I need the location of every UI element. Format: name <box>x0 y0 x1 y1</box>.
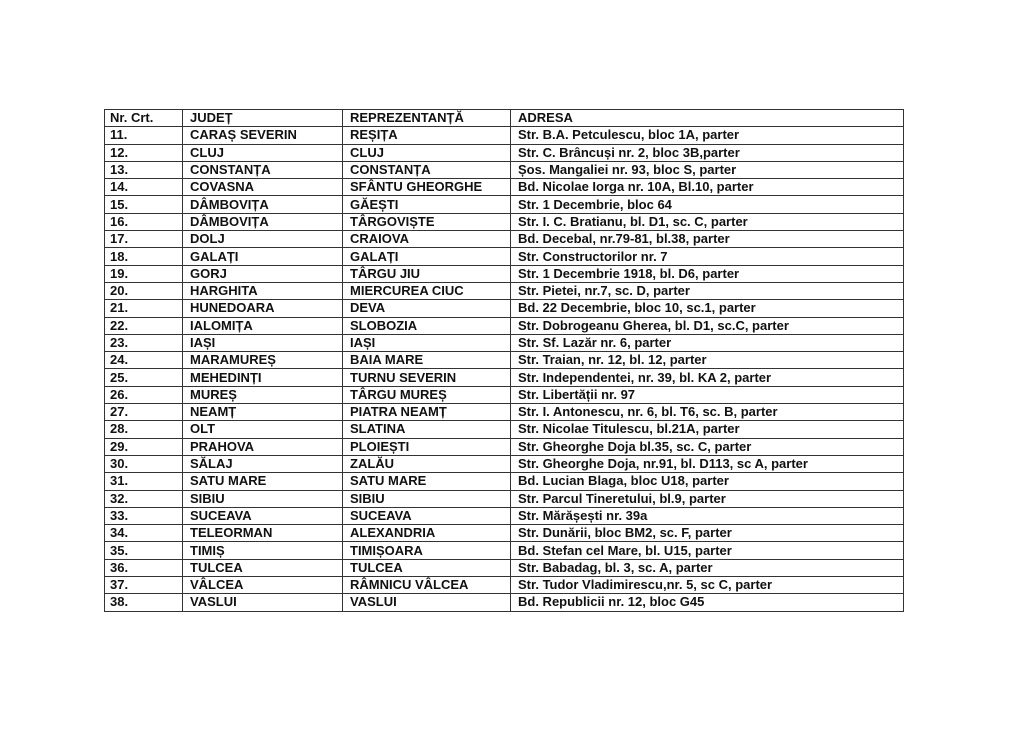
table-row <box>105 455 904 472</box>
table-row <box>105 559 904 576</box>
cell-adresa: Bd. Decebal, nr.79-81, bl.38, parter <box>511 231 904 248</box>
cell-nr-crt: 33. <box>105 507 183 524</box>
cell-reprezentanta: SIBIU <box>343 490 511 507</box>
table-row <box>105 300 904 317</box>
cell-nr-crt: 24. <box>105 352 183 369</box>
cell-adresa: Str. B.A. Petculescu, bloc 1A, parter <box>511 127 904 144</box>
cell-adresa: Bd. Lucian Blaga, bloc U18, parter <box>511 473 904 490</box>
cell-adresa: Str. I. C. Bratianu, bl. D1, sc. C, parter <box>511 213 904 230</box>
cell-nr-crt: 20. <box>105 282 183 299</box>
table-row <box>105 369 904 386</box>
cell-nr-crt: 12. <box>105 144 183 161</box>
cell-adresa: Str. Mărășești nr. 39a <box>511 507 904 524</box>
cell-nr-crt: 13. <box>105 161 183 178</box>
table-row <box>105 334 904 351</box>
cell-adresa: Str. Gheorghe Doja, nr.91, bl. D113, sc A, parter <box>511 455 904 472</box>
cell-nr-crt: 31. <box>105 473 183 490</box>
cell-adresa: Str. Pietei, nr.7, sc. D, parter <box>511 282 904 299</box>
cell-judet: DÂMBOVIȚA <box>183 213 343 230</box>
cell-adresa: Str. Independentei, nr. 39, bl. KA 2, parter <box>511 369 904 386</box>
cell-judet: HUNEDOARA <box>183 300 343 317</box>
cell-nr-crt: 11. <box>105 127 183 144</box>
cell-adresa: Șos. Mangaliei nr. 93, bloc S, parter <box>511 161 904 178</box>
cell-nr-crt: 21. <box>105 300 183 317</box>
table-row <box>105 352 904 369</box>
cell-reprezentanta: SFÂNTU GHEORGHE <box>343 179 511 196</box>
cell-reprezentanta: CLUJ <box>343 144 511 161</box>
table-row <box>105 161 904 178</box>
table-row <box>105 594 904 611</box>
cell-reprezentanta: SLATINA <box>343 421 511 438</box>
cell-judet: DOLJ <box>183 231 343 248</box>
table-row <box>105 265 904 282</box>
cell-reprezentanta: TÂRGOVIȘTE <box>343 213 511 230</box>
cell-nr-crt: 18. <box>105 248 183 265</box>
cell-judet: VÂLCEA <box>183 577 343 594</box>
table-row <box>105 490 904 507</box>
header-row <box>105 110 904 127</box>
cell-judet: IALOMIȚA <box>183 317 343 334</box>
table-row <box>105 179 904 196</box>
cell-judet: IAȘI <box>183 334 343 351</box>
cell-reprezentanta: CONSTANȚA <box>343 161 511 178</box>
cell-reprezentanta: SLOBOZIA <box>343 317 511 334</box>
header-judet: JUDEȚ <box>183 110 343 127</box>
cell-adresa: Bd. 22 Decembrie, bloc 10, sc.1, parter <box>511 300 904 317</box>
cell-adresa: Bd. Nicolae Iorga nr. 10A, Bl.10, parter <box>511 179 904 196</box>
cell-reprezentanta: MIERCUREA CIUC <box>343 282 511 299</box>
cell-nr-crt: 26. <box>105 386 183 403</box>
cell-nr-crt: 27. <box>105 404 183 421</box>
cell-nr-crt: 14. <box>105 179 183 196</box>
table-row <box>105 421 904 438</box>
header-reprezentanta: REPREZENTANȚĂ <box>343 110 511 127</box>
cell-nr-crt: 22. <box>105 317 183 334</box>
cell-judet: TIMIȘ <box>183 542 343 559</box>
table-row <box>105 473 904 490</box>
cell-adresa: Str. 1 Decembrie, bloc 64 <box>511 196 904 213</box>
cell-adresa: Str. Parcul Tineretului, bl.9, parter <box>511 490 904 507</box>
cell-nr-crt: 25. <box>105 369 183 386</box>
cell-nr-crt: 32. <box>105 490 183 507</box>
cell-reprezentanta: CRAIOVA <box>343 231 511 248</box>
table-row <box>105 231 904 248</box>
cell-nr-crt: 37. <box>105 577 183 594</box>
cell-nr-crt: 35. <box>105 542 183 559</box>
table-row <box>105 386 904 403</box>
table-row <box>105 404 904 421</box>
table-row <box>105 196 904 213</box>
cell-judet: GORJ <box>183 265 343 282</box>
table-row <box>105 577 904 594</box>
cell-reprezentanta: SATU MARE <box>343 473 511 490</box>
cell-adresa: Str. Libertății nr. 97 <box>511 386 904 403</box>
cell-reprezentanta: IAȘI <box>343 334 511 351</box>
cell-judet: MUREȘ <box>183 386 343 403</box>
cell-nr-crt: 38. <box>105 594 183 611</box>
cell-nr-crt: 19. <box>105 265 183 282</box>
cell-judet: SĂLAJ <box>183 455 343 472</box>
cell-adresa: Str. Babadag, bl. 3, sc. A, parter <box>511 559 904 576</box>
cell-judet: COVASNA <box>183 179 343 196</box>
cell-adresa: Str. Nicolae Titulescu, bl.21A, parter <box>511 421 904 438</box>
table-row <box>105 438 904 455</box>
cell-nr-crt: 29. <box>105 438 183 455</box>
cell-nr-crt: 36. <box>105 559 183 576</box>
cell-reprezentanta: PLOIEȘTI <box>343 438 511 455</box>
cell-reprezentanta: ZALĂU <box>343 455 511 472</box>
cell-reprezentanta: DEVA <box>343 300 511 317</box>
table-row <box>105 248 904 265</box>
cell-judet: NEAMȚ <box>183 404 343 421</box>
cell-reprezentanta: REȘIȚA <box>343 127 511 144</box>
cell-judet: MARAMUREȘ <box>183 352 343 369</box>
table-row <box>105 525 904 542</box>
cell-reprezentanta: PIATRA NEAMȚ <box>343 404 511 421</box>
cell-adresa: Str. Traian, nr. 12, bl. 12, parter <box>511 352 904 369</box>
cell-reprezentanta: TIMIȘOARA <box>343 542 511 559</box>
cell-adresa: Str. Tudor Vladimirescu,nr. 5, sc C, parter <box>511 577 904 594</box>
cell-nr-crt: 17. <box>105 231 183 248</box>
table-row <box>105 144 904 161</box>
cell-adresa: Str. Sf. Lazăr nr. 6, parter <box>511 334 904 351</box>
cell-adresa: Str. C. Brâncuși nr. 2, bloc 3B,parter <box>511 144 904 161</box>
table-row <box>105 213 904 230</box>
cell-judet: SUCEAVA <box>183 507 343 524</box>
table-body <box>105 127 904 611</box>
cell-judet: SIBIU <box>183 490 343 507</box>
cell-adresa: Str. Dobrogeanu Gherea, bl. D1, sc.C, parter <box>511 317 904 334</box>
cell-judet: OLT <box>183 421 343 438</box>
cell-nr-crt: 34. <box>105 525 183 542</box>
cell-reprezentanta: GALAȚI <box>343 248 511 265</box>
cell-reprezentanta: VASLUI <box>343 594 511 611</box>
cell-reprezentanta: TULCEA <box>343 559 511 576</box>
cell-adresa: Str. Constructorilor nr. 7 <box>511 248 904 265</box>
cell-judet: CARAȘ SEVERIN <box>183 127 343 144</box>
header-adresa: ADRESA <box>511 110 904 127</box>
cell-reprezentanta: GĂEȘTI <box>343 196 511 213</box>
cell-judet: VASLUI <box>183 594 343 611</box>
cell-reprezentanta: TURNU SEVERIN <box>343 369 511 386</box>
cell-adresa: Str. Dunării, bloc BM2, sc. F, parter <box>511 525 904 542</box>
cell-judet: PRAHOVA <box>183 438 343 455</box>
table-header <box>105 110 904 127</box>
cell-judet: GALAȚI <box>183 248 343 265</box>
cell-reprezentanta: TÂRGU MUREȘ <box>343 386 511 403</box>
cell-judet: SATU MARE <box>183 473 343 490</box>
cell-nr-crt: 15. <box>105 196 183 213</box>
header-nr-crt: Nr. Crt. <box>105 110 183 127</box>
cell-judet: CLUJ <box>183 144 343 161</box>
cell-judet: HARGHITA <box>183 282 343 299</box>
cell-adresa: Bd. Republicii nr. 12, bloc G45 <box>511 594 904 611</box>
cell-reprezentanta: SUCEAVA <box>343 507 511 524</box>
cell-judet: CONSTANȚA <box>183 161 343 178</box>
cell-reprezentanta: RÂMNICU VÂLCEA <box>343 577 511 594</box>
cell-nr-crt: 28. <box>105 421 183 438</box>
cell-reprezentanta: ALEXANDRIA <box>343 525 511 542</box>
representatives-table <box>104 109 904 612</box>
cell-nr-crt: 30. <box>105 455 183 472</box>
cell-judet: TELEORMAN <box>183 525 343 542</box>
cell-reprezentanta: TÂRGU JIU <box>343 265 511 282</box>
table-row <box>105 507 904 524</box>
table-row <box>105 282 904 299</box>
cell-adresa: Bd. Stefan cel Mare, bl. U15, parter <box>511 542 904 559</box>
table-row <box>105 127 904 144</box>
table-row <box>105 317 904 334</box>
cell-nr-crt: 16. <box>105 213 183 230</box>
cell-nr-crt: 23. <box>105 334 183 351</box>
cell-adresa: Str. Gheorghe Doja bl.35, sc. C, parter <box>511 438 904 455</box>
cell-judet: TULCEA <box>183 559 343 576</box>
cell-adresa: Str. 1 Decembrie 1918, bl. D6, parter <box>511 265 904 282</box>
cell-judet: MEHEDINȚI <box>183 369 343 386</box>
cell-reprezentanta: BAIA MARE <box>343 352 511 369</box>
cell-judet: DÂMBOVIȚA <box>183 196 343 213</box>
cell-adresa: Str. I. Antonescu, nr. 6, bl. T6, sc. B, parter <box>511 404 904 421</box>
table-row <box>105 542 904 559</box>
